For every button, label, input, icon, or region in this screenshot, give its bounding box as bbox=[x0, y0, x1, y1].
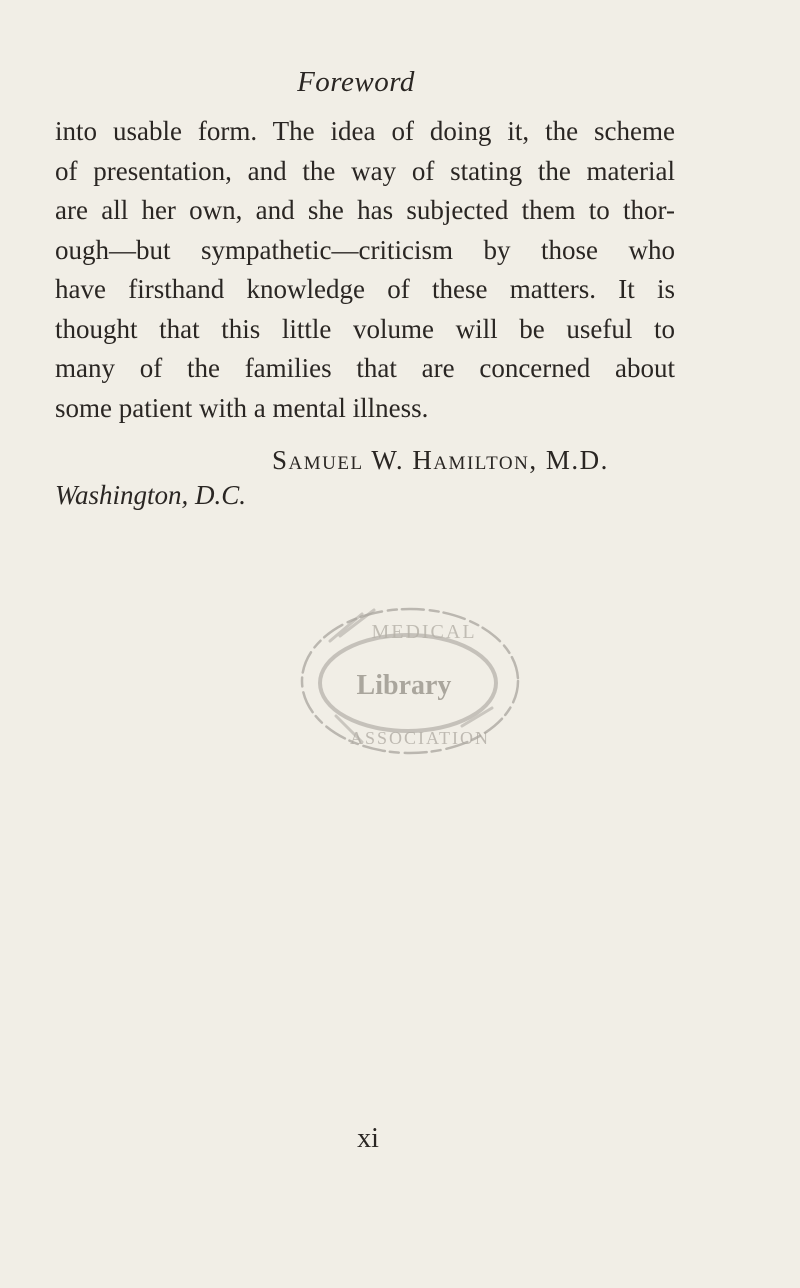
author-signature: Samuel W. Hamilton, M.D. bbox=[272, 445, 609, 475]
body-line: some patient with a mental illness. bbox=[55, 392, 429, 423]
body-line: ough—but sympathetic—criticism by those who bbox=[55, 234, 675, 265]
author-place: Washington, D.C. bbox=[55, 480, 247, 510]
stamp-bottom-text: ASSOCIATION bbox=[349, 728, 491, 748]
body-line: many of the families that are concerned about bbox=[55, 353, 675, 383]
body-line: thought that this little volume will be useful to bbox=[55, 313, 675, 344]
body-line: have firsthand knowledge of these matters. It is bbox=[55, 274, 675, 304]
body-line: of presentation, and the way of stating the material bbox=[55, 155, 675, 186]
body-line: into usable form. The idea of doing it, the scheme bbox=[55, 116, 675, 146]
stamp-middle-text: Library bbox=[356, 670, 452, 701]
body-paragraph bbox=[55, 112, 675, 428]
stamp-top-text: MEDICAL bbox=[371, 621, 477, 643]
running-head: Foreword bbox=[297, 66, 415, 98]
page-number: xi bbox=[357, 1123, 379, 1154]
body-line: are all her own, and she has subjected them to thor- bbox=[55, 195, 675, 225]
library-stamp bbox=[292, 596, 532, 766]
